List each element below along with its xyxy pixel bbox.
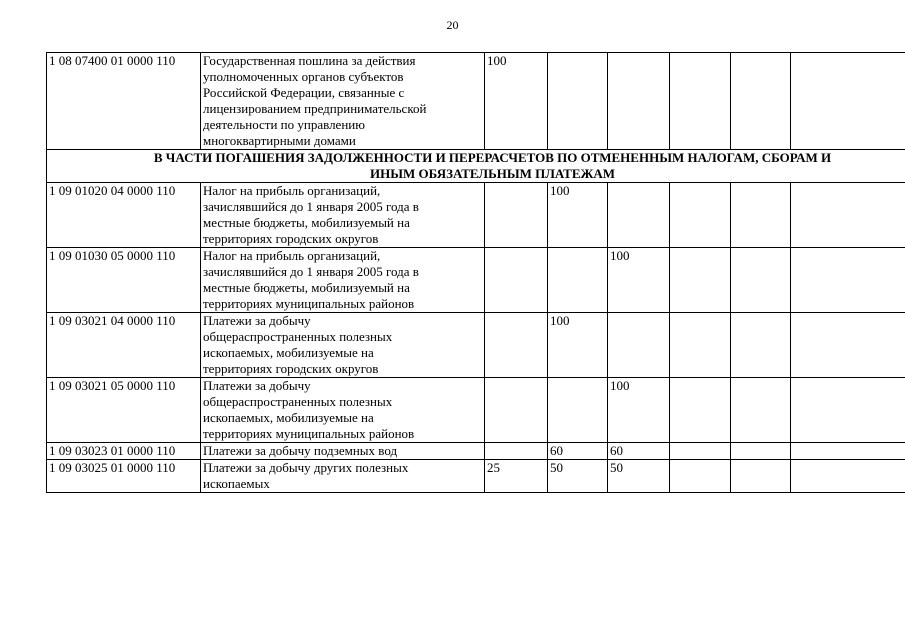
- budget-classification-code: 1 09 03021 04 0000 110: [47, 313, 201, 378]
- table-row: [47, 53, 905, 150]
- revenue-name-line: Платежи за добычу: [203, 378, 311, 393]
- page-number: 20: [446, 18, 459, 32]
- percentage-cell: [731, 248, 791, 313]
- table-row: [47, 443, 905, 460]
- revenue-name-line: общераспространенных полезных: [203, 394, 393, 409]
- section-header-line: ИНЫМ ОБЯЗАТЕЛЬНЫМ ПЛАТЕЖАМ: [369, 166, 616, 181]
- percentage-cell: [731, 53, 791, 150]
- percentage-cell: [731, 443, 791, 460]
- percentage-cell: [670, 460, 731, 493]
- percentage-cell: [731, 460, 791, 493]
- revenue-name-line: ископаемых, мобилизуемые на: [203, 345, 374, 360]
- percentage-cell: [791, 248, 905, 313]
- revenue-name-line: Налог на прибыль организаций,: [203, 183, 381, 198]
- percentage-cell: [791, 313, 905, 378]
- revenue-name-line: Платежи за добычу других полезных: [203, 460, 409, 475]
- revenue-distribution-table: [46, 52, 905, 493]
- percentage-cell: [548, 53, 608, 150]
- percentage-cell: [670, 443, 731, 460]
- budget-classification-code: 1 09 03025 01 0000 110: [47, 460, 201, 493]
- budget-classification-code: 1 09 03023 01 0000 110: [47, 443, 201, 460]
- revenue-name-line: уполномоченных органов субъектов: [203, 69, 404, 84]
- section-header-line: В ЧАСТИ ПОГАШЕНИЯ ЗАДОЛЖЕННОСТИ И ПЕРЕРАСЧЕТОВ ПО ОТМЕНЕННЫМ НАЛОГАМ, СБОРАМ И: [153, 150, 832, 165]
- percentage-cell: 60: [608, 443, 670, 460]
- percentage-cell: [485, 183, 548, 248]
- percentage-cell: [791, 443, 905, 460]
- percentage-cell: 100: [548, 183, 608, 248]
- percentage-cell: [791, 460, 905, 493]
- revenue-name-line: местные бюджеты, мобилизуемый на: [203, 280, 410, 295]
- revenue-name-line: общераспространенных полезных: [203, 329, 393, 344]
- percentage-cell: [731, 183, 791, 248]
- revenue-name-line: территориях муниципальных районов: [203, 426, 415, 441]
- percentage-cell: 25: [485, 460, 548, 493]
- percentage-cell: [670, 248, 731, 313]
- percentage-cell: [731, 313, 791, 378]
- budget-classification-code: 1 09 01020 04 0000 110: [47, 183, 201, 248]
- percentage-cell: [791, 183, 905, 248]
- budget-classification-code: 1 08 07400 01 0000 110: [47, 53, 201, 150]
- section-header-row: [47, 150, 905, 183]
- revenue-name: [201, 248, 485, 313]
- revenue-name-line: лицензированием предпринимательской: [203, 101, 427, 116]
- percentage-cell: 100: [608, 378, 670, 443]
- percentage-cell: [608, 183, 670, 248]
- budget-classification-code: 1 09 03021 05 0000 110: [47, 378, 201, 443]
- revenue-name: [201, 460, 485, 493]
- revenue-name-line: местные бюджеты, мобилизуемый на: [203, 215, 410, 230]
- table-body: [47, 53, 905, 493]
- revenue-name-line: Платежи за добычу подземных вод: [203, 443, 398, 458]
- revenue-name-line: многоквартирными домами: [203, 133, 356, 148]
- percentage-cell: [731, 378, 791, 443]
- revenue-name: [201, 378, 485, 443]
- revenue-name-line: территориях городских округов: [203, 361, 379, 376]
- percentage-cell: 50: [548, 460, 608, 493]
- revenue-name-line: зачислявшийся до 1 января 2005 года в: [203, 264, 419, 279]
- percentage-cell: [791, 378, 905, 443]
- percentage-cell: [485, 248, 548, 313]
- percentage-cell: [485, 313, 548, 378]
- percentage-cell: [548, 378, 608, 443]
- percentage-cell: 100: [548, 313, 608, 378]
- revenue-name-line: ископаемых, мобилизуемые на: [203, 410, 374, 425]
- revenue-name-line: ископаемых: [203, 476, 270, 491]
- revenue-name-line: Налог на прибыль организаций,: [203, 248, 381, 263]
- table-row: [47, 248, 905, 313]
- percentage-cell: [608, 313, 670, 378]
- percentage-cell: [548, 248, 608, 313]
- revenue-name-line: Платежи за добычу: [203, 313, 311, 328]
- percentage-cell: [670, 313, 731, 378]
- table-row: [47, 378, 905, 443]
- percentage-cell: [608, 53, 670, 150]
- revenue-name-line: Государственная пошлина за действия: [203, 53, 416, 68]
- revenue-name-line: территориях городских округов: [203, 231, 379, 246]
- percentage-cell: 50: [608, 460, 670, 493]
- revenue-name: [201, 183, 485, 248]
- table-row: [47, 183, 905, 248]
- percentage-cell: [791, 53, 905, 150]
- revenue-name: [201, 313, 485, 378]
- percentage-cell: [485, 443, 548, 460]
- revenue-name-line: деятельности по управлению: [203, 117, 365, 132]
- table-row: [47, 313, 905, 378]
- section-header: [47, 150, 905, 183]
- percentage-cell: [670, 378, 731, 443]
- revenue-name-line: зачислявшийся до 1 января 2005 года в: [203, 199, 419, 214]
- percentage-cell: 100: [485, 53, 548, 150]
- percentage-cell: 100: [608, 248, 670, 313]
- percentage-cell: 60: [548, 443, 608, 460]
- percentage-cell: [485, 378, 548, 443]
- budget-classification-code: 1 09 01030 05 0000 110: [47, 248, 201, 313]
- percentage-cell: [670, 183, 731, 248]
- revenue-name: [201, 53, 485, 150]
- revenue-name-line: территориях муниципальных районов: [203, 296, 415, 311]
- percentage-cell: [670, 53, 731, 150]
- table-row: [47, 460, 905, 493]
- revenue-name: [201, 443, 485, 460]
- revenue-name-line: Российской Федерации, связанные с: [203, 85, 405, 100]
